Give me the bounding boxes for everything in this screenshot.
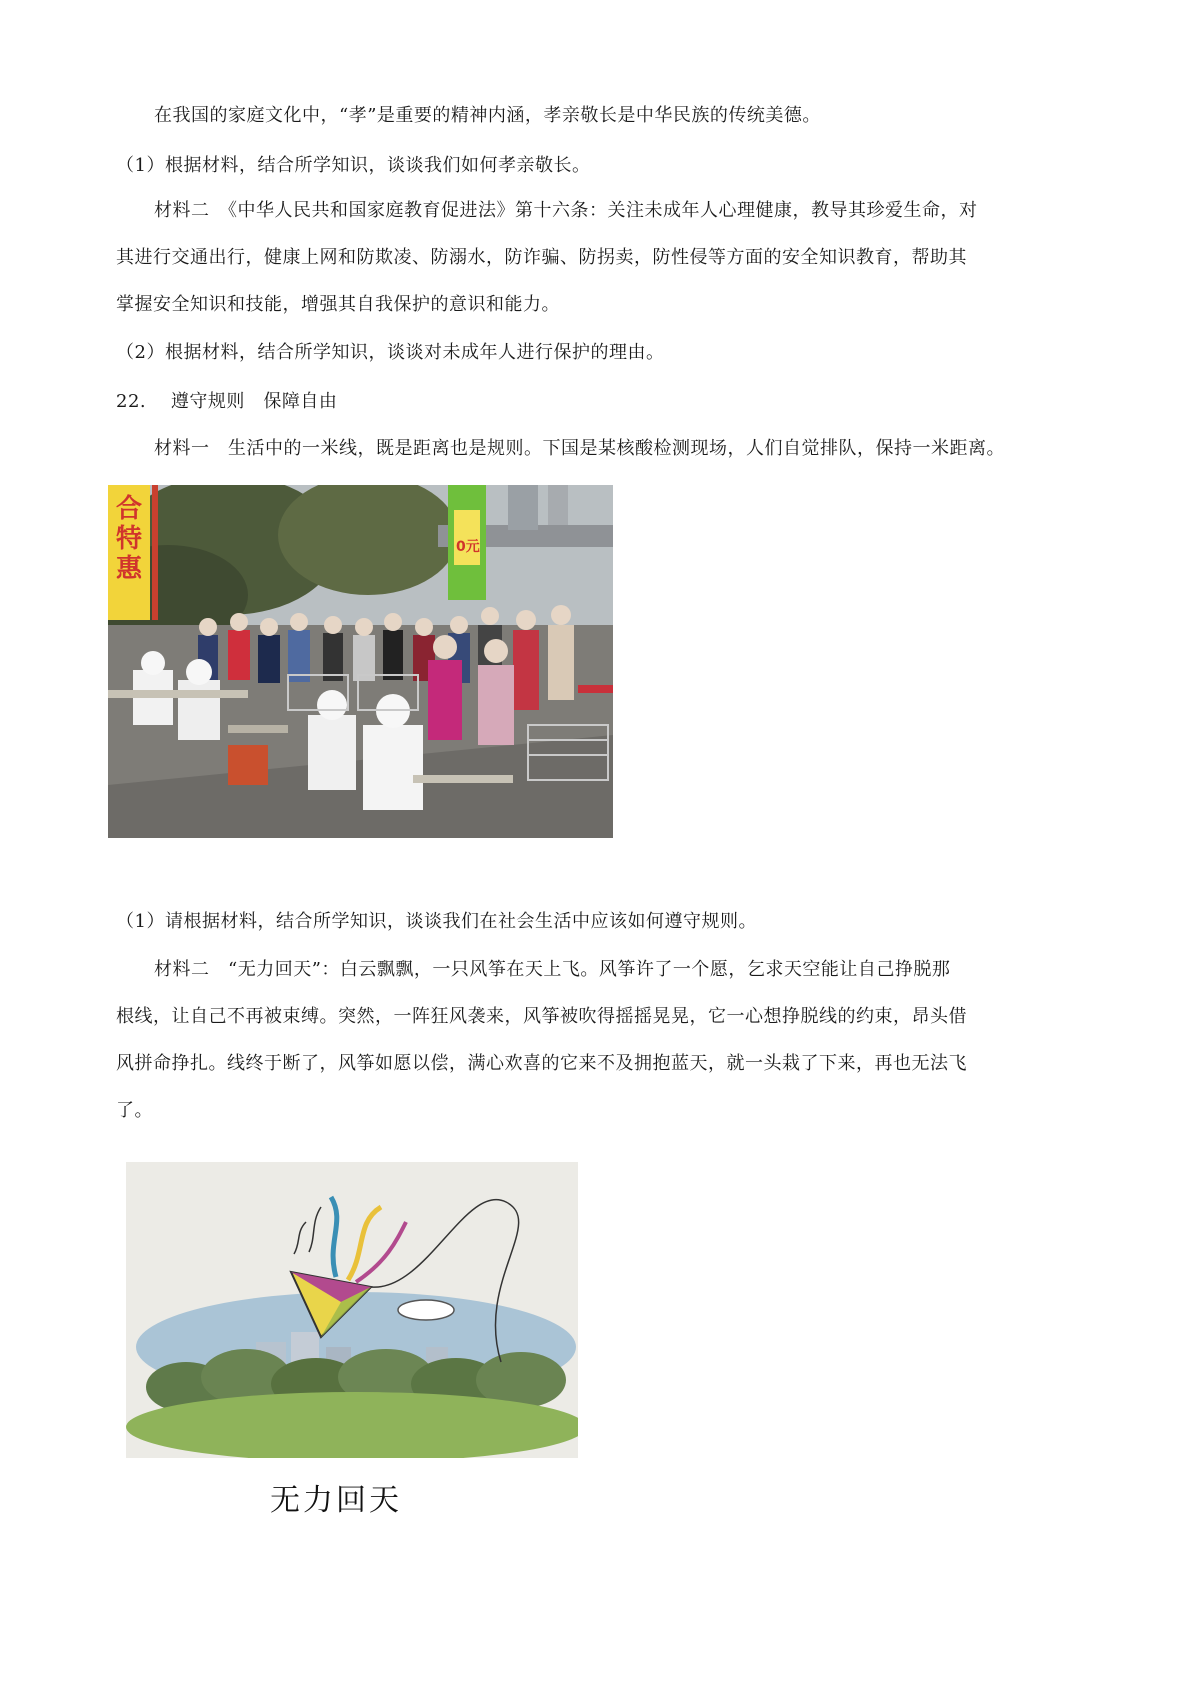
- material-one-paragraph: 材料一 生活中的一米线，既是距离也是规则。下国是某核酸检测现场，人们自觉排队，保持一米距离。: [154, 438, 1005, 459]
- banner-left-char-3: 惠: [116, 554, 143, 584]
- banner-left-char-1: 合: [116, 494, 143, 524]
- banner-left-char-2: 特: [116, 524, 143, 554]
- banner-right-text: 0元: [456, 539, 480, 555]
- kite-cartoon: [126, 1162, 578, 1458]
- intro-paragraph: 在我国的家庭文化中，“孝”是重要的精神内涵，孝亲敬长是中华民族的传统美德。: [154, 105, 821, 126]
- kite-story-line-4: 了。: [116, 1100, 153, 1121]
- material-two-line-1: 材料二 《中华人民共和国家庭教育促进法》第十六条：关注未成年人心理健康，教导其珍爱生命，对: [154, 200, 978, 221]
- material-two-line-3: 掌握安全知识和技能，增强其自我保护的意识和能力。: [116, 294, 560, 315]
- kite-cartoon-illustration: [126, 1162, 578, 1458]
- material-two-line-2: 其进行交通出行，健康上网和防欺凌、防溺水，防诈骗、防拐卖，防性侵等方面的安全知识教育，帮助其: [116, 247, 967, 268]
- question-1-filial: （1）根据材料，结合所学知识，谈谈我们如何孝亲敬长。: [116, 155, 591, 176]
- testing-site-illustration: [108, 485, 613, 838]
- kite-story-line-2: 根线，让自己不再被束缚。突然，一阵狂风袭来，风筝被吹得摇摇晃晃，它一心想挣脱线的约束，昂头借: [116, 1006, 967, 1027]
- question-22-heading: 22. 遵守规则 保障自由: [116, 391, 338, 412]
- testing-site-photo: [108, 485, 613, 838]
- question-1-rules: （1）请根据材料，结合所学知识，谈谈我们在社会生活中应该如何遵守规则。: [116, 911, 757, 932]
- question-2-protection: （2）根据材料，结合所学知识，谈谈对未成年人进行保护的理由。: [116, 342, 665, 363]
- cartoon-caption: 无力回天: [270, 1483, 402, 1518]
- kite-story-line-1: 材料二 “无力回天”：白云飘飘，一只风筝在天上飞。风筝许了一个愿，乞求天空能让自己挣脱那: [154, 959, 951, 980]
- kite-story-line-3: 风拼命挣扎。线终于断了，风筝如愿以偿，满心欢喜的它来不及拥抱蓝天，就一头栽了下来，再也无法飞: [116, 1053, 967, 1074]
